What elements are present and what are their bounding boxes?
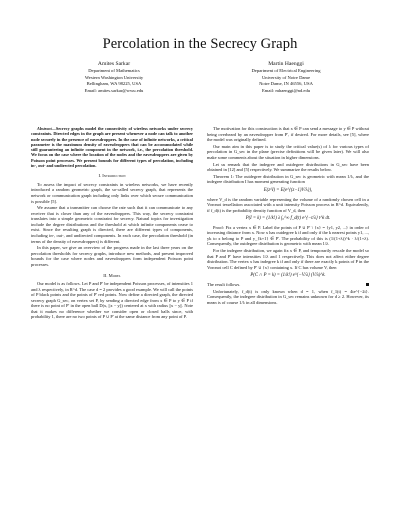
result-follows-text: The result follows. xyxy=(207,281,241,287)
author-1 xyxy=(34,60,194,94)
result-follows xyxy=(207,282,369,288)
author-dept: Department of Electrical Engineering xyxy=(251,68,321,73)
author-dept: Department of Mathematics xyxy=(88,68,140,73)
abstract-lead: Abstract— xyxy=(37,126,56,131)
right-para-7: Unfortunately, f_d(t) is only known when d = 1, when f_1(t) = 4te^{−2t}. Consequently, the indegree distribution in G_sec remains unknown for d ≥ 2. However, its mean is of course 1/λ in all dimensions. xyxy=(207,288,369,305)
author-inst: Western Washington University xyxy=(84,74,144,80)
author-name: Amites Sarkar xyxy=(97,61,131,67)
equation-2: P(I = k) = (1/k!) λ ∫₀^∞ f_d(t) e^{−t/λ} t^k dt. xyxy=(245,216,331,222)
qed-box-icon xyxy=(366,283,370,287)
abstract xyxy=(31,126,193,168)
intro-para-1: To assess the impact of secrecy constraints in wireless networks, we have recently introduced a random geometric graph, the so-called secrecy graph, that represents the network or communication graph including only links over which secure communication is possible [5]. xyxy=(31,181,193,204)
intro-para-3: In this paper, we give an overview of the progress made in the last three years on the percolation thresholds for secrecy graphs, introduce new methods, and present improved bounds for the case where nodes and eavesdroppers form independent Poisson point processes. xyxy=(31,245,193,267)
equation-3: P(C ∩ P = k) = (1/k!) e^{−V/λ} (V/λ)^k. xyxy=(250,273,326,279)
author-email: Email: mhaenggi@nd.edu xyxy=(261,87,311,93)
author-addr: Bellingham, WA 98225, USA xyxy=(86,81,142,87)
proof-para: Proof: Fix a vertex x ∈ P. Label the points of P ∪ P' \ {x} = {y1, y2, ...} in order of increasing distance from x. Now x has outdegree k if and only if the k nearest points y1, ..., yk to x belong to P and y_{k+1} ∈ P'. The probability of this is (1/(1+λ))^k · λ/(1+λ). Consequently, the outdegree distribution is geometric with mean 1/λ. xyxy=(207,224,369,247)
author-2 xyxy=(206,60,366,94)
right-para-1: The motivation for this construction is that x ∈ P can send a message to y ∈ P without being overheard by an eavesdropper from P', if desired. For more details, see [5], where the model was originally defined. xyxy=(207,126,369,143)
left-column xyxy=(31,126,193,321)
right-para-2: Our main aim in this paper is to study the critical value(s) of λ for various types of percolation in G_sec in the plane (precise definitions will be given later). We will also make some comments about the situation in higher dimensions. xyxy=(207,143,369,160)
abstract-text: Secrecy graphs model the connectivity of wireless networks under secrecy constraints. Directed edges in the graph are present whenever a node can talk to another node securely in the presence of eavesdroppers. In the case of infinite networks, a critical parameter is the maximum density of eavesdroppers that can be accommodated while still guaranteeing an infinite component in the network, i.e., the percolation threshold. We focus on the case where the location of the nodes and the eavesdroppers are given by Poisson point processes. We present bounds for different types of percolation, including in-, out- and undirected percolation. xyxy=(31,126,193,169)
right-para-5: For the indegree distribution, we again fix x ∈ P, and temporarily rescale the model so that P and P' have intensities 1/λ and 1 respectively. This does not affect either degree distribution. The vertex x has indegree k if and only if there are exactly k points of P in the Voronoi cell C defined by P' ∪ {x} containing x. If C has volume V, then xyxy=(207,248,369,270)
right-para-3: Let us remark that the indegree and outdegree distributions in G_sec have been obtained in [12] and [5] respectively. We summarize the results below. xyxy=(207,161,369,173)
author-addr: Notre Dame, IN 46556, USA xyxy=(259,81,313,87)
author-name: Martin Haenggi xyxy=(268,61,304,67)
right-column xyxy=(207,126,369,306)
right-para-4: where V_d is the random variable representing the volume of a randomly chosen cell in a Voronoi tessellation associated with a unit intensity Poisson process in R^d. Equivalently, if f_d(t) is the probability density function of V_d, then xyxy=(207,196,369,213)
intro-para-2: We assume that a transmitter can choose the rate such that it can communicate to any receiver that is closer than any of the eavesdroppers. This way, the secrecy constraint translates into a simple geometric constraint for secrecy. Natural topics for investigation include the degree distributions and the threshold at which infinite components cease to exist. Since the resulting graph is directed, there are different types of components, including in-, out-, and undirected components. In each case, the percolation threshold (in terms of the density of eavesdroppers) is different. xyxy=(31,205,193,244)
paper-title: Percolation in the Secrecy Graph xyxy=(102,36,298,52)
author-inst: University of Notre Dame xyxy=(261,74,311,80)
equation-1: E(z^I) = E(e^{(z−1)V/λ}), xyxy=(263,188,313,194)
model-para-1: Our model is as follows. Let P and P' be independent Poisson processes, of intensities 1 and λ respectively, in R^d. The case d = 2 provides a good example. We will call the points of P black points and the points of P' red points. Now define a directed graph, the directed secrecy graph G_sec, on vertex set P, by sending a directed edge from x ∈ P to y ∈ P if there is no point of P' in the open ball D(x, ||x − y||) centered at x with radius ||x − y||. Note that it makes no difference whether we consider open or closed balls since, with probability 1, there are no two points of P ∪ P' at the same distance from any point of P. xyxy=(31,281,193,320)
author-block xyxy=(34,60,366,94)
theorem-1: Theorem 1: The outdegree distribution in G_sec is geometric with mean 1/λ, and the indegree distribution I has moment generating function xyxy=(207,173,369,185)
section-heading-model: II. Model xyxy=(103,272,121,278)
section-heading-intro: I. Introduction xyxy=(98,173,126,179)
author-email: Email: amites.sarkar@wwu.edu xyxy=(84,87,144,93)
